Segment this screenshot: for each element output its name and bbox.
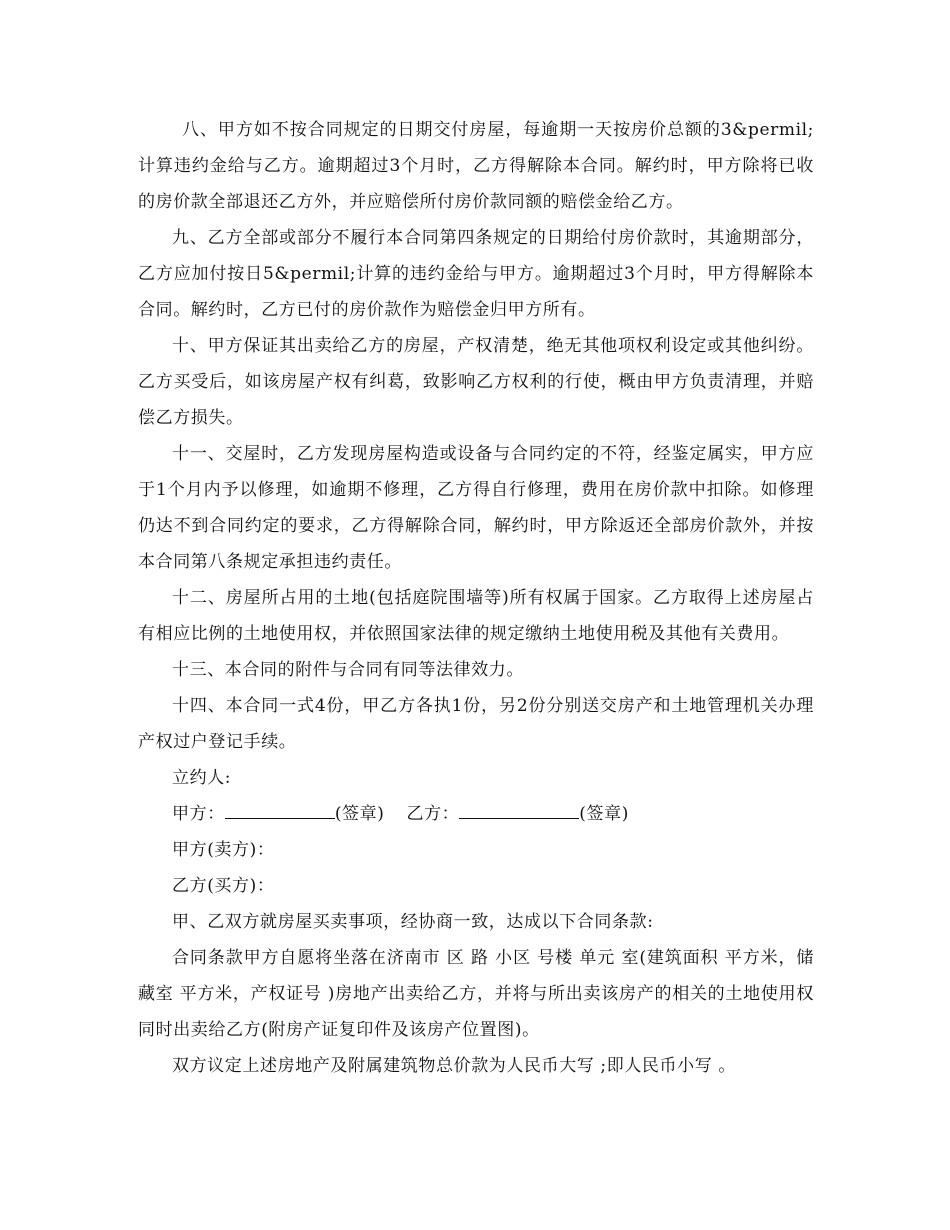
signatories-heading: 立约人: [172,768,232,788]
seller-label: 甲方(卖方)： [172,840,275,860]
property-clause: 合同条款甲方自愿将坐落在济南市 区 路 小区 号楼 单元 室(建筑面积 平方米，储藏室 平方米，产权证号 )房地产出卖给乙方，并将与所出卖该房产的相关的土地使用权同时出卖给乙方(附房产证复印件及该房产位置图)。 [138,948,814,1040]
party-b-label: 乙方： [406,804,460,824]
contract-intro: 甲、乙双方就房屋买卖事项，经协商一致，达成以下合同条款: [172,912,654,932]
clause-14: 十四、本合同一式4份，甲乙方各执1份，另2份分别送交房产和土地管理机关办理产权过户登记手续。 [138,696,814,752]
clause-13: 十三、本合同的附件与合同有同等法律效力。 [172,660,524,680]
party-a-seal-label: (签章) [334,804,385,824]
signature-row [138,796,814,832]
party-b-seal-label: (签章) [579,804,629,824]
price-clause: 双方议定上述房地产及附属建筑物总价款为人民币大写 ;即人民币小写 。 [172,1056,736,1076]
clause-12: 十二、房屋所占用的土地(包括庭院围墙等)所有权属于国家。乙方取得上述房屋占有相应比例的土地使用权，并依照国家法律的规定缴纳土地使用税及其他有关费用。 [138,588,814,644]
party-a-label: 甲方： [172,804,225,824]
party-b-signature-blank [459,796,579,819]
clause-9: 九、乙方全部或部分不履行本合同第四条规定的日期给付房价款时，其逾期部分，乙方应加付按日5&permil;计算的违约金给与甲方。逾期超过3个月时，甲方得解除本合同。解约时，乙方已付的房价款作为赔偿金归甲方所有。 [138,228,814,320]
clause-8: 八、甲方如不按合同规定的日期交付房屋，每逾期一天按房价总额的3&permil;计算违约金给与乙方。逾期超过3个月时，乙方得解除本合同。解约时，甲方除将已收的房价款全部退还乙方外，并应赔偿所付房价款同额的赔偿金给乙方。 [138,120,814,212]
party-a-signature-blank [225,796,335,819]
contract-body [138,112,814,1084]
buyer-label: 乙方(买方)： [172,876,275,896]
clause-10: 十、甲方保证其出卖给乙方的房屋，产权清楚，绝无其他项权利设定或其他纠纷。乙方买受后，如该房屋产权有纠葛，致影响乙方权利的行使，概由甲方负责清理，并赔偿乙方损失。 [138,336,814,428]
clause-11: 十一、交屋时，乙方发现房屋构造或设备与合同约定的不符，经鉴定属实，甲方应于1个月内予以修理，如逾期不修理，乙方得自行修理，费用在房价款中扣除。如修理仍达不到合同约定的要求，乙方得解除合同，解约时，甲方除返还全部房价款外，并按本合同第八条规定承担违约责任。 [138,444,814,572]
